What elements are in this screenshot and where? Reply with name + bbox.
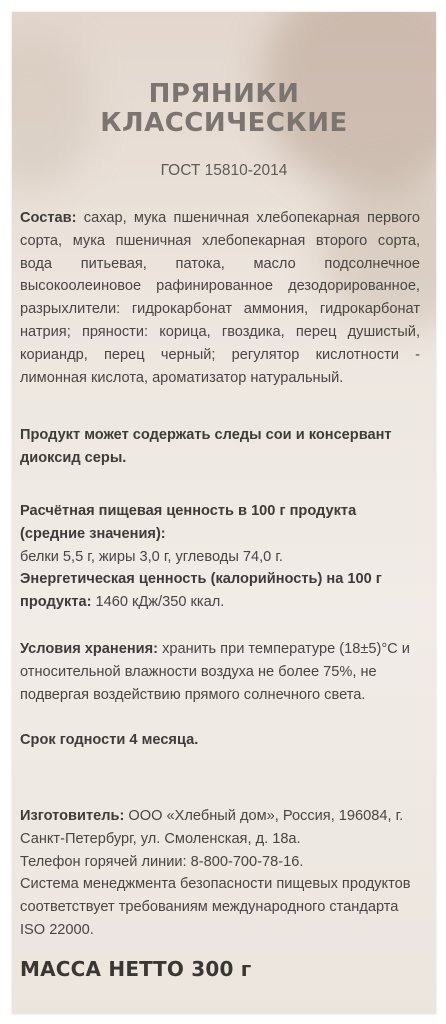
iso-text: Система менеджмента безопасности пищевых продуктов соответствует требованиям международного стандарта ISO 22000. [20, 876, 411, 938]
energy-value: 1460 кДж/350 ккал. [91, 594, 225, 611]
composition-text: сахар, мука пшеничная хлебопекарная первого сорта, мука пшеничная хлебопекарная второго сорта, вода питьевая, патока, масло подсолнечное высокоолеиновое рафинированное дезодорированное, разрыхлители: гидрокарбонат аммония, гидрокарбонат натрия; пряности: корица, гвоздика, перец душистый, кориандр, перец черный; регулятор кислотности - лимонная кислота, ароматизатор натуральный. [20, 210, 420, 386]
manufacturer-text: ООО «Хлебный дом», Россия, 196084, г. Санкт-Петербург, ул. Смоленская, д. 18а. [20, 808, 404, 847]
storage-label: Условия хранения: [20, 641, 159, 657]
product-title-line2: КЛАССИЧЕСКИЕ [100, 108, 348, 138]
gost-standard: ГОСТ 15810-2014 [160, 162, 288, 179]
nutrition-block [20, 500, 420, 614]
shelf-life [20, 729, 420, 752]
hotline-text: Телефон горячей линии: 8-800-700-78-16. [20, 853, 304, 870]
manufacturer-label: Изготовитель: [20, 808, 125, 824]
allergen-note [20, 424, 420, 470]
allergen-note-text: Продукт может содержать следы сои и консервант диоксид серы. [20, 427, 392, 466]
composition-block [20, 207, 420, 389]
storage-block [20, 638, 420, 706]
net-weight: МАССА НЕТТО 300 г [20, 957, 252, 981]
energy-label: Энергетическая ценность (калорийность) на 100 г продукта: [20, 571, 382, 611]
nutrition-values: белки 5,5 г, жиры 3,0 г, углеводы 74,0 г. [20, 548, 283, 565]
product-title-line1: ПРЯНИКИ [148, 79, 300, 109]
storage-text: хранить при температуре (18±5)°С и относительной влажности воздуха не более 75%, не подвергая воздействию прямого солнечного света. [20, 641, 410, 703]
product-label [12, 12, 436, 1014]
nutrition-header: Расчётная пищевая ценность в 100 г продукта (средние значения): [20, 503, 357, 542]
manufacturer-block [20, 805, 420, 942]
label-content [12, 12, 436, 1014]
shelf-life-text: Срок годности 4 месяца. [20, 732, 199, 748]
composition-label: Состав: [20, 210, 77, 226]
